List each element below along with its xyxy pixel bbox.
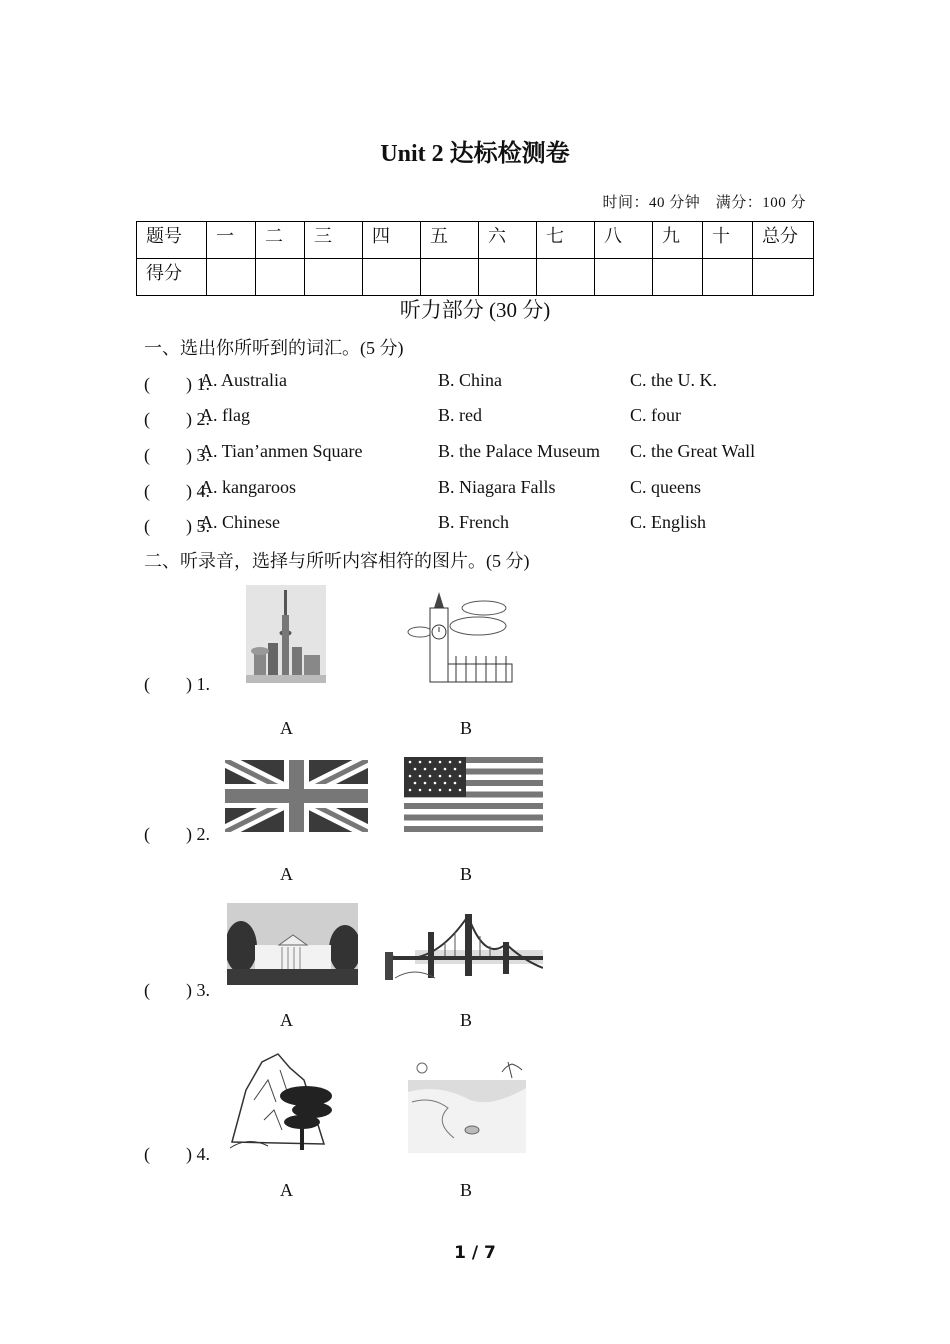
picture-question-label[interactable]: ( ) 4. — [144, 1144, 210, 1164]
table-cell: 四 — [363, 222, 421, 259]
option-a-label: A — [280, 718, 293, 738]
question-row — [144, 405, 844, 431]
score-cell[interactable] — [479, 259, 537, 296]
score-cell[interactable] — [703, 259, 753, 296]
uk-flag-icon[interactable] — [225, 760, 368, 832]
score-cell[interactable] — [653, 259, 703, 296]
option-c: C. the Great Wall — [630, 441, 756, 461]
table-cell: 总分 — [753, 222, 814, 259]
beach-icon[interactable] — [408, 1058, 526, 1153]
option-b-label: B — [460, 1180, 473, 1200]
part1-heading: 一、选出你所听到的词汇。(5 分) — [144, 338, 404, 358]
option-c: C. queens — [630, 477, 701, 497]
question-row — [144, 512, 844, 538]
option-c: C. four — [630, 405, 681, 425]
option-a-label: A — [280, 1010, 293, 1030]
option-b-label: B — [460, 1010, 473, 1030]
score-table — [136, 221, 814, 296]
score-cell[interactable] — [537, 259, 595, 296]
section-title: 听力部分 (30 分) — [399, 298, 551, 322]
picture-question-label[interactable]: ( ) 1. — [144, 674, 210, 694]
option-b: B. French — [438, 512, 509, 532]
answer-paren[interactable]: ( ) 2. — [144, 409, 210, 429]
option-b: B. red — [438, 405, 482, 425]
option-a-label: A — [280, 1180, 293, 1200]
table-cell: 一 — [207, 222, 256, 259]
option-c: C. English — [630, 512, 707, 532]
option-a: A. flag — [200, 405, 250, 425]
score-cell[interactable] — [305, 259, 363, 296]
golden-gate-bridge-icon[interactable] — [385, 912, 543, 984]
white-house-icon[interactable] — [227, 903, 358, 985]
option-a: A. Tian’anmen Square — [200, 441, 363, 461]
table-cell: 七 — [537, 222, 595, 259]
option-b: B. the Palace Museum — [438, 441, 600, 461]
option-b-label: B — [460, 864, 473, 884]
page-title: Unit 2 达标检测卷 — [380, 141, 570, 167]
score-cell[interactable] — [256, 259, 305, 296]
picture-question-label[interactable]: ( ) 2. — [144, 824, 210, 844]
score-cell[interactable] — [363, 259, 421, 296]
question-row — [144, 370, 844, 396]
table-cell: 得分 — [137, 259, 207, 296]
option-b: B. China — [438, 370, 503, 390]
option-a: A. Australia — [200, 370, 287, 390]
option-a: A. kangaroos — [200, 477, 296, 497]
table-cell: 八 — [595, 222, 653, 259]
score-table-header-row — [137, 222, 814, 259]
score-cell[interactable] — [595, 259, 653, 296]
score-table-score-row — [137, 259, 814, 296]
table-cell: 三 — [305, 222, 363, 259]
picture-question-label[interactable]: ( ) 3. — [144, 980, 210, 1000]
table-cell: 九 — [653, 222, 703, 259]
cn-tower-skyline-icon[interactable] — [246, 585, 326, 683]
option-b-label: B — [460, 718, 473, 738]
table-cell: 六 — [479, 222, 537, 259]
answer-paren[interactable]: ( ) 5. — [144, 516, 210, 536]
table-cell: 二 — [256, 222, 305, 259]
option-a: A. Chinese — [200, 512, 280, 532]
part2-heading: 二、听录音，选择与所听内容相符的图片。(5 分) — [144, 551, 530, 571]
table-cell: 五 — [421, 222, 479, 259]
score-cell[interactable] — [207, 259, 256, 296]
question-row — [144, 441, 844, 467]
answer-paren[interactable]: ( ) 3. — [144, 445, 210, 465]
answer-paren[interactable]: ( ) 4. — [144, 481, 210, 501]
score-cell[interactable] — [753, 259, 814, 296]
table-cell: 题号 — [137, 222, 207, 259]
answer-paren[interactable]: ( ) 1. — [144, 374, 210, 394]
question-row — [144, 477, 844, 503]
exam-meta: 时间：40 分钟 满分：100 分 — [602, 195, 806, 211]
big-ben-icon[interactable] — [406, 590, 516, 684]
score-cell[interactable] — [421, 259, 479, 296]
us-flag-icon[interactable] — [404, 757, 543, 832]
page-number: 1 / 7 — [454, 1243, 496, 1263]
option-b: B. Niagara Falls — [438, 477, 556, 497]
option-a-label: A — [280, 864, 293, 884]
huangshan-mountain-icon[interactable] — [228, 1050, 336, 1152]
option-c: C. the U. K. — [630, 370, 717, 390]
table-cell: 十 — [703, 222, 753, 259]
